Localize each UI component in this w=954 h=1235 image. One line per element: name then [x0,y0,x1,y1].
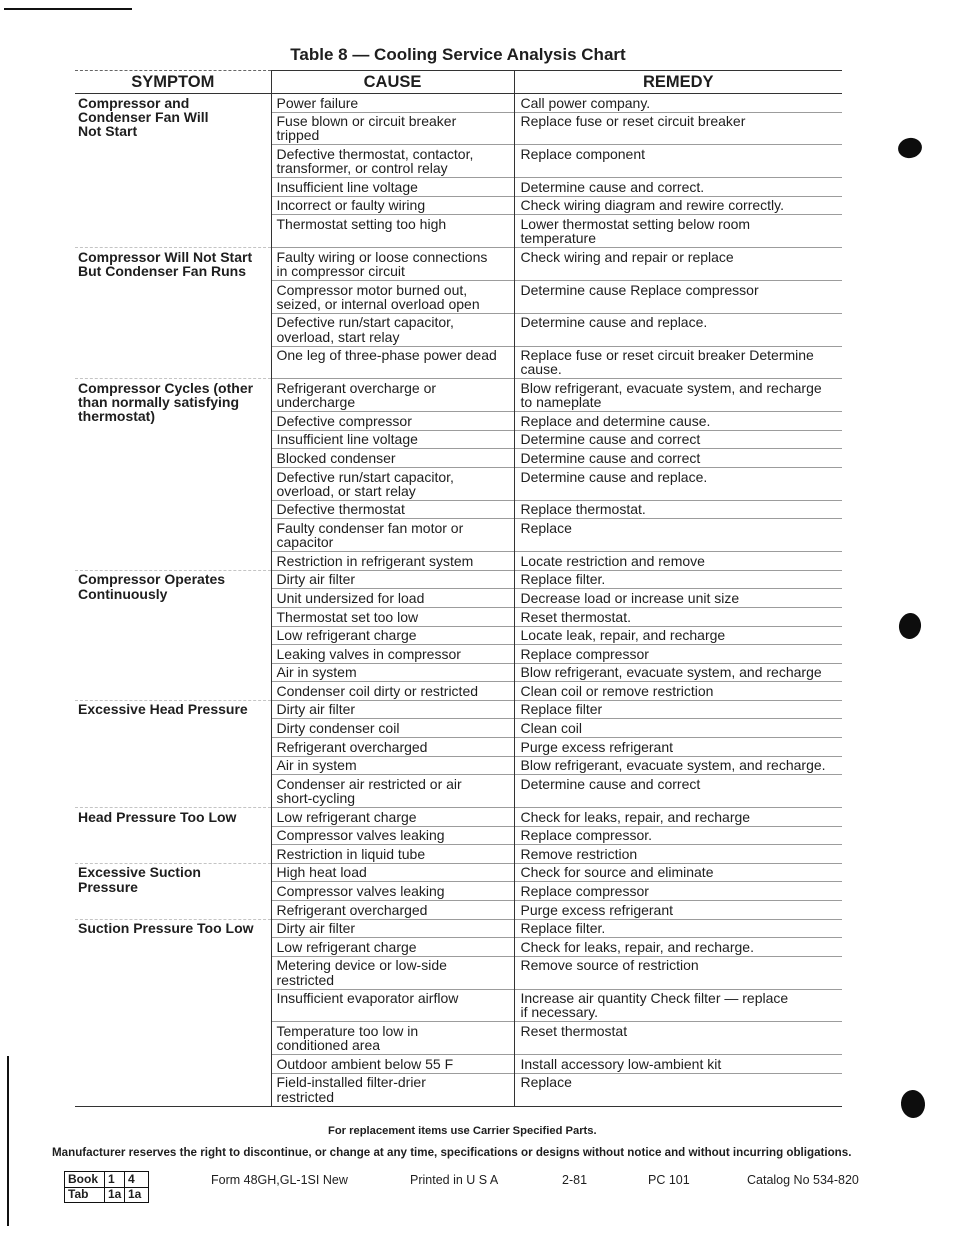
cause-cell: Condenser air restricted or air short-cycling [271,775,514,808]
remedy-cell: Blow refrigerant, evacuate system, and recharge [514,663,842,682]
symptom-cell: Compressor and Condenser Fan Will Not Start [78,94,209,139]
remedy-cell: Call power company. [514,94,842,113]
cause-cell: Dirty air filter [271,570,514,589]
remedy-cell: Locate leak, repair, and recharge [514,626,842,645]
cause-cell: Refrigerant overcharged [271,901,514,920]
cause-cell: Thermostat setting too high [271,215,514,248]
symptom-cell: Compressor Will Not Start But Condenser Fan Runs [75,248,271,379]
book-value: 4 [125,1172,149,1188]
cause-cell: Refrigerant overcharged [271,738,514,757]
remedy-cell: Replace fuse or reset circuit breaker [514,112,842,145]
remedy-cell: Replace compressor [514,645,842,664]
punch-hole-mark [900,1089,927,1119]
pc-code: PC 101 [648,1173,690,1187]
remedy-cell: Clean coil or remove restriction [514,682,842,701]
cause-header: CAUSE [271,71,514,94]
cause-cell: Compressor valves leaking [271,882,514,901]
remedy-cell: Check wiring and repair or replace [514,248,842,281]
cause-cell: Defective run/start capacitor, overload, or start relay [271,467,514,500]
cause-cell: Low refrigerant charge [271,808,514,827]
cause-cell: Outdoor ambient below 55 F [271,1055,514,1074]
cause-cell: Air in system [271,663,514,682]
cause-cell: Insufficient line voltage [271,178,514,197]
remedy-cell: Replace and determine cause. [514,412,842,431]
symptom-cell: Compressor Cycles (other than normally satisfying thermostat) [75,379,271,570]
book-value: 1 [105,1172,125,1188]
table-row [75,808,842,827]
remedy-cell: Replace component [514,145,842,178]
symptom-cell: Excessive Suction Pressure [75,863,271,919]
scan-edge-line [7,1056,9,1226]
cause-cell: Restriction in liquid tube [271,845,514,864]
cause-cell: Metering device or low-side restricted [271,956,514,989]
symptom-cell: Suction Pressure Too Low [75,919,271,1106]
remedy-cell: Check wiring diagram and rewire correctly. [514,196,842,215]
cause-cell: Insufficient line voltage [271,430,514,449]
remedy-cell: Replace compressor. [514,826,842,845]
cause-cell: Compressor motor burned out, seized, or internal overload open [271,280,514,313]
tab-value: 1a [125,1187,149,1203]
replacement-parts-note: For replacement items use Carrier Specified Parts. [328,1125,597,1137]
cause-cell: Air in system [271,756,514,775]
table-row [75,248,842,281]
cause-cell: Dirty air filter [271,919,514,938]
cause-cell: Defective thermostat [271,500,514,519]
remedy-cell: Decrease load or increase unit size [514,589,842,608]
symptom-header: SYMPTOM [75,71,271,94]
cause-cell: Defective compressor [271,412,514,431]
remedy-cell: Purge excess refrigerant [514,901,842,920]
remedy-cell: Check for leaks, repair, and recharge [514,808,842,827]
cause-cell: Refrigerant overcharge or undercharge [271,379,514,412]
remedy-cell: Replace filter [514,700,842,719]
remedy-cell: Determine cause and correct [514,775,842,808]
table-row [75,863,842,882]
cause-cell: Defective run/start capacitor, overload, start relay [271,313,514,346]
cause-cell: Restriction in refrigerant system [271,552,514,571]
remedy-cell: Lower thermostat setting below room temperature [514,215,842,248]
remedy-cell: Replace compressor [514,882,842,901]
remedy-cell: Reset thermostat. [514,607,842,626]
remedy-cell: Determine cause and correct [514,430,842,449]
form-number: Form 48GH,GL-1SI New [211,1173,348,1187]
remedy-cell: Determine cause Replace compressor [514,280,842,313]
table-row [75,94,842,113]
cause-cell: Thermostat set too low [271,607,514,626]
remedy-header: REMEDY [514,71,842,94]
cause-cell: Dirty condenser coil [271,719,514,738]
remedy-cell: Determine cause and correct. [514,178,842,197]
printed-in: Printed in U S A [410,1173,499,1187]
remedy-cell: Remove restriction [514,845,842,864]
remedy-cell: Replace [514,519,842,552]
cause-cell: Dirty air filter [271,700,514,719]
remedy-cell: Purge excess refrigerant [514,738,842,757]
cause-cell: High heat load [271,863,514,882]
cause-cell: Insufficient evaporator airflow [271,989,514,1022]
symptom-cell: Excessive Head Pressure [75,700,271,807]
remedy-cell: Install accessory low-ambient kit [514,1055,842,1074]
table-row [75,919,842,938]
catalog-number: Catalog No 534-820 [747,1173,859,1187]
service-analysis-table [75,70,842,1107]
punch-hole-mark [897,612,922,641]
cause-cell: Incorrect or faulty wiring [271,196,514,215]
remedy-cell: Replace thermostat. [514,500,842,519]
cause-cell: Low refrigerant charge [271,938,514,957]
table-row [75,379,842,412]
punch-hole-mark [896,136,924,161]
tab-label: Tab [65,1187,105,1203]
remedy-cell: Determine cause and replace. [514,313,842,346]
remedy-cell: Replace filter. [514,919,842,938]
cause-cell: One leg of three-phase power dead [271,346,514,379]
cause-cell: Blocked condenser [271,449,514,468]
cause-cell: Defective thermostat, contactor, transformer, or control relay [271,145,514,178]
table-row [75,700,842,719]
book-tab-index-box [64,1171,149,1203]
cause-cell: Fuse blown or circuit breaker tripped [271,112,514,145]
page-title: Table 8 — Cooling Service Analysis Chart [290,45,626,64]
remedy-cell: Determine cause and correct [514,449,842,468]
cause-cell: Compressor valves leaking [271,826,514,845]
cause-cell: Condenser coil dirty or restricted [271,682,514,701]
cause-cell: Faulty condenser fan motor or capacitor [271,519,514,552]
remedy-cell: Remove source of restriction [514,956,842,989]
remedy-cell: Locate restriction and remove [514,552,842,571]
table-body [75,94,842,1107]
manufacturer-disclaimer: Manufacturer reserves the right to discontinue, or change at any time, specifications or designs without notice and without incurring obligations. [52,1146,852,1159]
remedy-cell: Replace fuse or reset circuit breaker Determine cause. [514,346,842,379]
book-label: Book [65,1172,105,1188]
remedy-cell: Reset thermostat [514,1022,842,1055]
symptom-cell: Compressor Operates Continuously [75,570,271,700]
header-row [75,71,842,94]
remedy-cell: Check for leaks, repair, and recharge. [514,938,842,957]
cause-cell: Unit undersized for load [271,589,514,608]
table-row [75,570,842,589]
cause-cell: Temperature too low in conditioned area [271,1022,514,1055]
scan-edge-line [4,8,132,10]
index-row-book [65,1172,149,1188]
index-row-tab [65,1187,149,1203]
cause-cell: Power failure [271,94,514,113]
remedy-cell: Blow refrigerant, evacuate system, and recharge. [514,756,842,775]
cause-cell: Faulty wiring or loose connections in compressor circuit [271,248,514,281]
remedy-cell: Replace filter. [514,570,842,589]
cause-cell: Low refrigerant charge [271,626,514,645]
remedy-cell: Check for source and eliminate [514,863,842,882]
remedy-cell: Determine cause and replace. [514,467,842,500]
cause-cell: Field-installed filter-drier restricted [271,1073,514,1106]
tab-value: 1a [105,1187,125,1203]
cause-cell: Leaking valves in compressor [271,645,514,664]
remedy-cell: Increase air quantity Check filter — replace if necessary. [514,989,842,1022]
remedy-cell: Replace [514,1073,842,1106]
remedy-cell: Clean coil [514,719,842,738]
symptom-cell: Head Pressure Too Low [75,808,271,864]
print-date: 2-81 [562,1173,588,1187]
remedy-cell: Blow refrigerant, evacuate system, and recharge to nameplate [514,379,842,412]
